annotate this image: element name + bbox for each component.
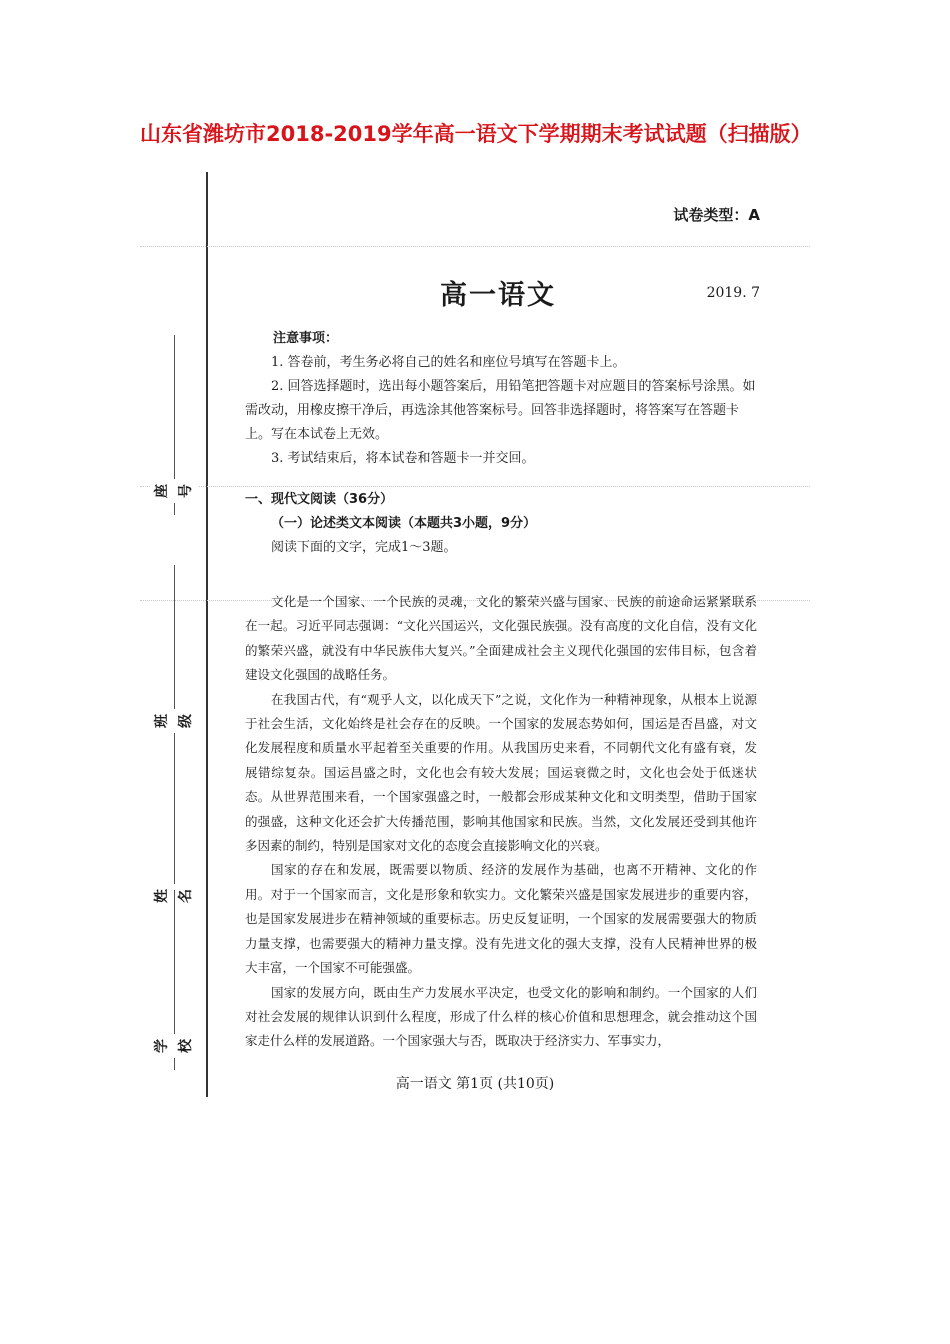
dotted-divider bbox=[140, 486, 810, 487]
class-label: 班级 bbox=[150, 709, 198, 733]
section-subtitle: （一）论述类文本阅读（本题共3小题，9分） bbox=[271, 516, 537, 531]
dotted-divider bbox=[140, 246, 810, 247]
note-item: 1. 答卷前，考生务必将自己的姓名和座位号填写在答题卡上。 bbox=[271, 355, 626, 370]
page-footer: 高一语文 第1页 (共10页) bbox=[395, 1076, 555, 1092]
scanned-exam-page bbox=[140, 170, 810, 1100]
article-paragraph: 国家的存在和发展，既需要以物质、经济的发展作为基础，也离不开精神、文化的作用。对于一个国家而言，文化是形象和软实力。文化繁荣兴盛是国家发展进步的重要内容，也是国家发展进步在精神领域的重要标志。历史反复证明，一个国家的发展需要强大的物质力量支撑，也需要强大的精神力量支撑。没有先进文化的强大支撑，没有人民精神世界的极大丰富，一个国家不可能强盛。 bbox=[245, 862, 757, 976]
reading-article bbox=[245, 590, 757, 1054]
seat-number-label: 座号 bbox=[150, 479, 198, 503]
class-field bbox=[154, 565, 194, 745]
seat-number-field bbox=[154, 335, 194, 515]
name-label: 姓名 bbox=[150, 884, 198, 908]
article-paragraph: 在我国古代，有“观乎人文，以化成天下”之说，文化作为一种精神现象，从根本上说源于社会生活，文化始终是社会存在的反映。一个国家的发展态势如何，国运是否昌盛，对文化发展程度和质量水平起着至关重要的作用。从我国历史来看，不同朝代文化有盛有衰，发展错综复杂。国运昌盛之时，文化也会有较大发展；国运衰微之时，文化也会处于低迷状态。从世界范围来看，一个国家强盛之时，一般都会形成某种文化和文明类型，借助于国家的强盛，这种文化还会扩大传播范围，影响其他国家和民族。当然，文化发展还受到其他许多因素的制约，特别是国家对文化的态度会直接影响文化的兴衰。 bbox=[245, 691, 757, 854]
article-paragraph: 国家的发展方向，既由生产力发展水平决定，也受文化的影响和制约。一个国家的人们对社会发展的规律认识到什么程度，形成了什么样的核心价值和思想理念，就会推动这个国家走什么样的发展道路。一个国家强大与否，既取决于经济实力、军事实力， bbox=[245, 984, 757, 1049]
notes-section bbox=[245, 327, 757, 471]
notes-heading: 注意事项： bbox=[273, 331, 339, 346]
school-label: 学校 bbox=[150, 1034, 198, 1058]
reading-section-header bbox=[245, 488, 757, 560]
note-item: 3. 考试结束后，将本试卷和答题卡一并交回。 bbox=[271, 451, 535, 466]
section-instruction: 阅读下面的文字，完成1～3题。 bbox=[271, 540, 457, 555]
article-paragraph: 文化是一个国家、一个民族的灵魂，文化的繁荣兴盛与国家、民族的前途命运紧紧联系在一起。习近平同志强调：“文化兴国运兴，文化强民族强。没有高度的文化自信，没有文化的繁荣兴盛，就没有中华民族伟大复兴。”全面建成社会主义现代化强国的宏伟目标，包含着建设文化强国的战略任务。 bbox=[245, 594, 757, 683]
binding-line bbox=[206, 172, 208, 1097]
paper-type: 试卷类型：A bbox=[673, 206, 760, 224]
note-item: 2. 回答选择题时，选出每小题答案后，用铅笔把答题卡对应题目的答案标号涂黑。如需改动，用橡皮擦干净后，再选涂其他答案标号。回答非选择题时，将答案写在答题卡上。写在本试卷上无效。 bbox=[245, 379, 756, 442]
exam-date: 2019. 7 bbox=[706, 285, 760, 301]
document-title: 山东省潍坊市2018-2019学年高一语文下学期期末考试试题（扫描版） bbox=[140, 122, 812, 146]
section-title: 一、现代文阅读（36分） bbox=[245, 492, 394, 507]
exam-title: 高一语文 bbox=[440, 280, 556, 311]
school-field bbox=[154, 890, 194, 1070]
